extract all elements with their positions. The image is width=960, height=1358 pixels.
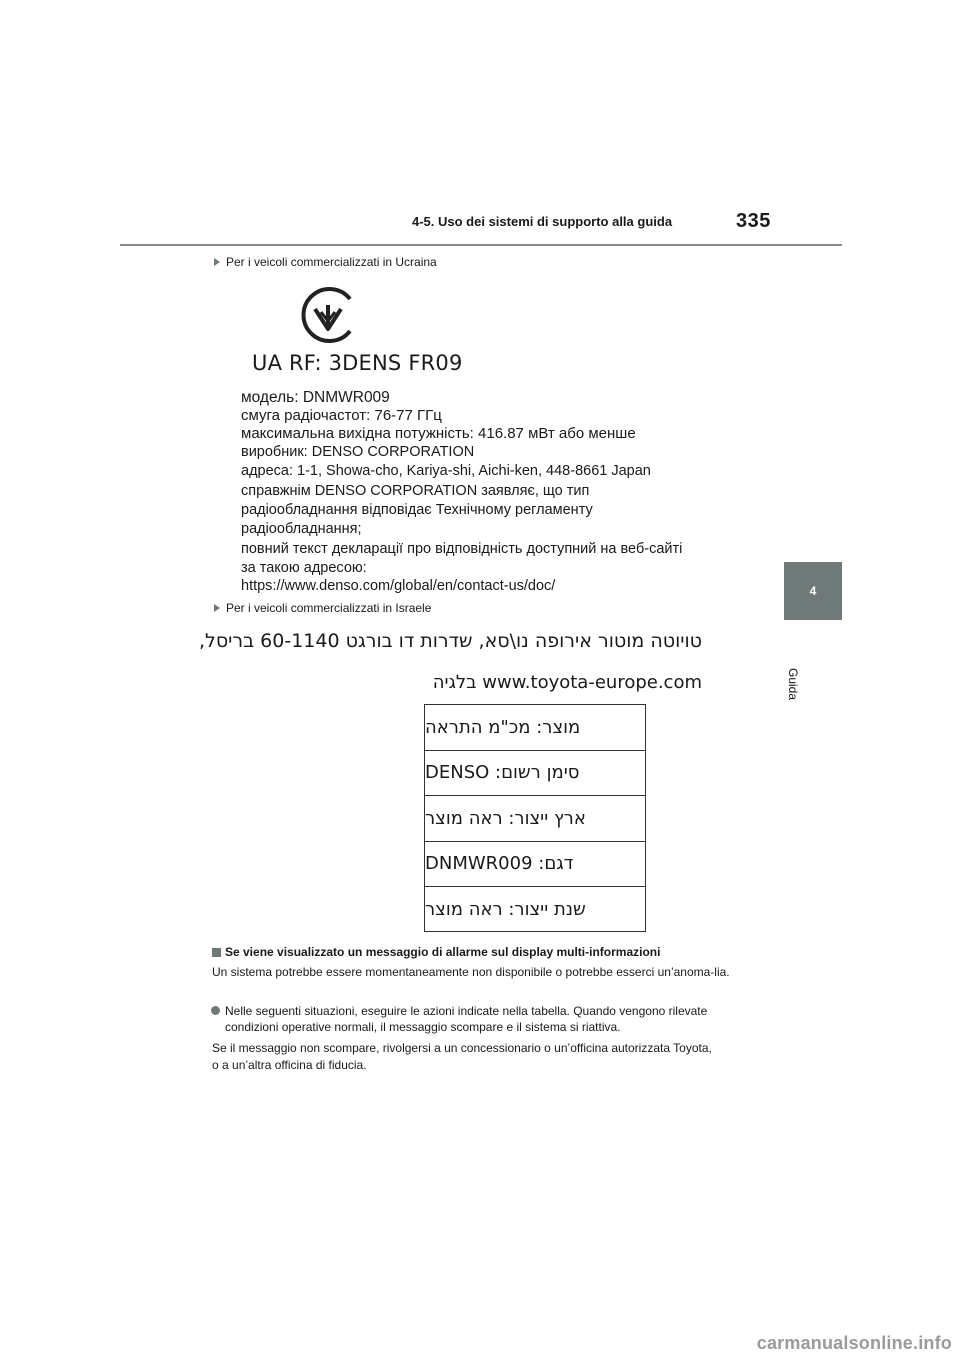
closing-line-1: Se il messaggio non scompare, rivolgersi a un concessionario o un’officina autorizzata Toyota,	[212, 1041, 712, 1055]
triangle-bullet-icon	[214, 604, 220, 612]
ukraine-intro	[214, 255, 437, 269]
ua-fulltext-2: за такою адресою:	[241, 560, 367, 576]
chapter-tab	[784, 562, 842, 620]
ua-rf-code: UA RF: 3DENS FR09	[252, 351, 463, 375]
section-title: 4-5. Uso dei sistemi di supporto alla guida	[412, 214, 673, 229]
ua-declaration-1: справжнім DENSO CORPORATION заявляє, що тип	[241, 483, 590, 499]
ua-manufacturer: виробник: DENSO CORPORATION	[241, 444, 475, 460]
ua-fulltext-1: повний текст декларації про відповідність доступний на веб-сайті	[241, 541, 683, 557]
ua-address: адреса: 1-1, Showa-cho, Kariya-shi, Aichi-ken, 448-8661 Japan	[241, 463, 651, 479]
circle-bullet-icon	[211, 1006, 220, 1015]
ua-declaration-2: радіообладнання відповідає Технічному регламенту	[241, 502, 593, 518]
table-row: מוצר: מכ"מ התראה	[425, 705, 645, 751]
israel-product-table	[424, 704, 646, 932]
israel-intro	[214, 601, 431, 615]
table-row: שנת ייצור: ראה מוצר	[425, 899, 586, 921]
table-row: ארץ ייצור: ראה מוצר	[425, 796, 645, 842]
table-row: דגם: DNMWR009	[425, 842, 645, 888]
triangle-bullet-icon	[214, 258, 220, 266]
warning-bullet-text: Nelle seguenti situazioni, eseguire le azioni indicate nella tabella. Quando vengono rilevate condizioni operative normali, il messaggio scompare e il sistema si riattiva.	[225, 1004, 708, 1034]
ua-url: https://www.denso.com/global/en/contact-us/doc/	[241, 578, 556, 594]
warning-paragraph: Un sistema potrebbe essere momentaneamente non disponibile o potrebbe esserci un’anoma-lia.	[212, 965, 730, 979]
israel-intro-text: Per i veicoli commercializzati in Israele	[226, 601, 432, 615]
warning-bullet	[212, 1003, 752, 1035]
warning-heading-text: Se viene visualizzato un messaggio di allarme sul display multi-informazioni	[225, 945, 661, 959]
ua-power: максимальна вихідна потужність: 416.87 мВт або менше	[241, 425, 636, 442]
ua-model: модель: DNMWR009	[241, 389, 390, 406]
chapter-label: Guida	[786, 668, 800, 701]
israel-website-line: www.toyota-europe.com בלגיה	[432, 672, 702, 693]
page-number: 335	[736, 210, 771, 232]
chapter-number: 4	[809, 584, 817, 598]
ua-declaration-3: радіообладнання;	[241, 521, 362, 537]
header-divider	[120, 244, 842, 246]
square-bullet-icon	[212, 948, 221, 957]
closing-line-2: o a un’altra officina di fiducia.	[212, 1058, 367, 1072]
ukraine-intro-text: Per i veicoli commercializzati in Ucraina	[226, 255, 437, 269]
ua-conformity-mark-icon	[298, 285, 358, 345]
ua-band: смуга радіочастот: 76-77 ГГц	[241, 407, 442, 424]
israel-address-line: טויוטה מוטור אירופה נו\סא, שדרות דו בורגט 60-1140 בריסל,	[199, 630, 702, 652]
table-row: סימן רשום: DENSO	[425, 751, 645, 797]
watermark: carmanualsonline.info	[756, 1333, 952, 1353]
warning-heading	[212, 944, 752, 960]
